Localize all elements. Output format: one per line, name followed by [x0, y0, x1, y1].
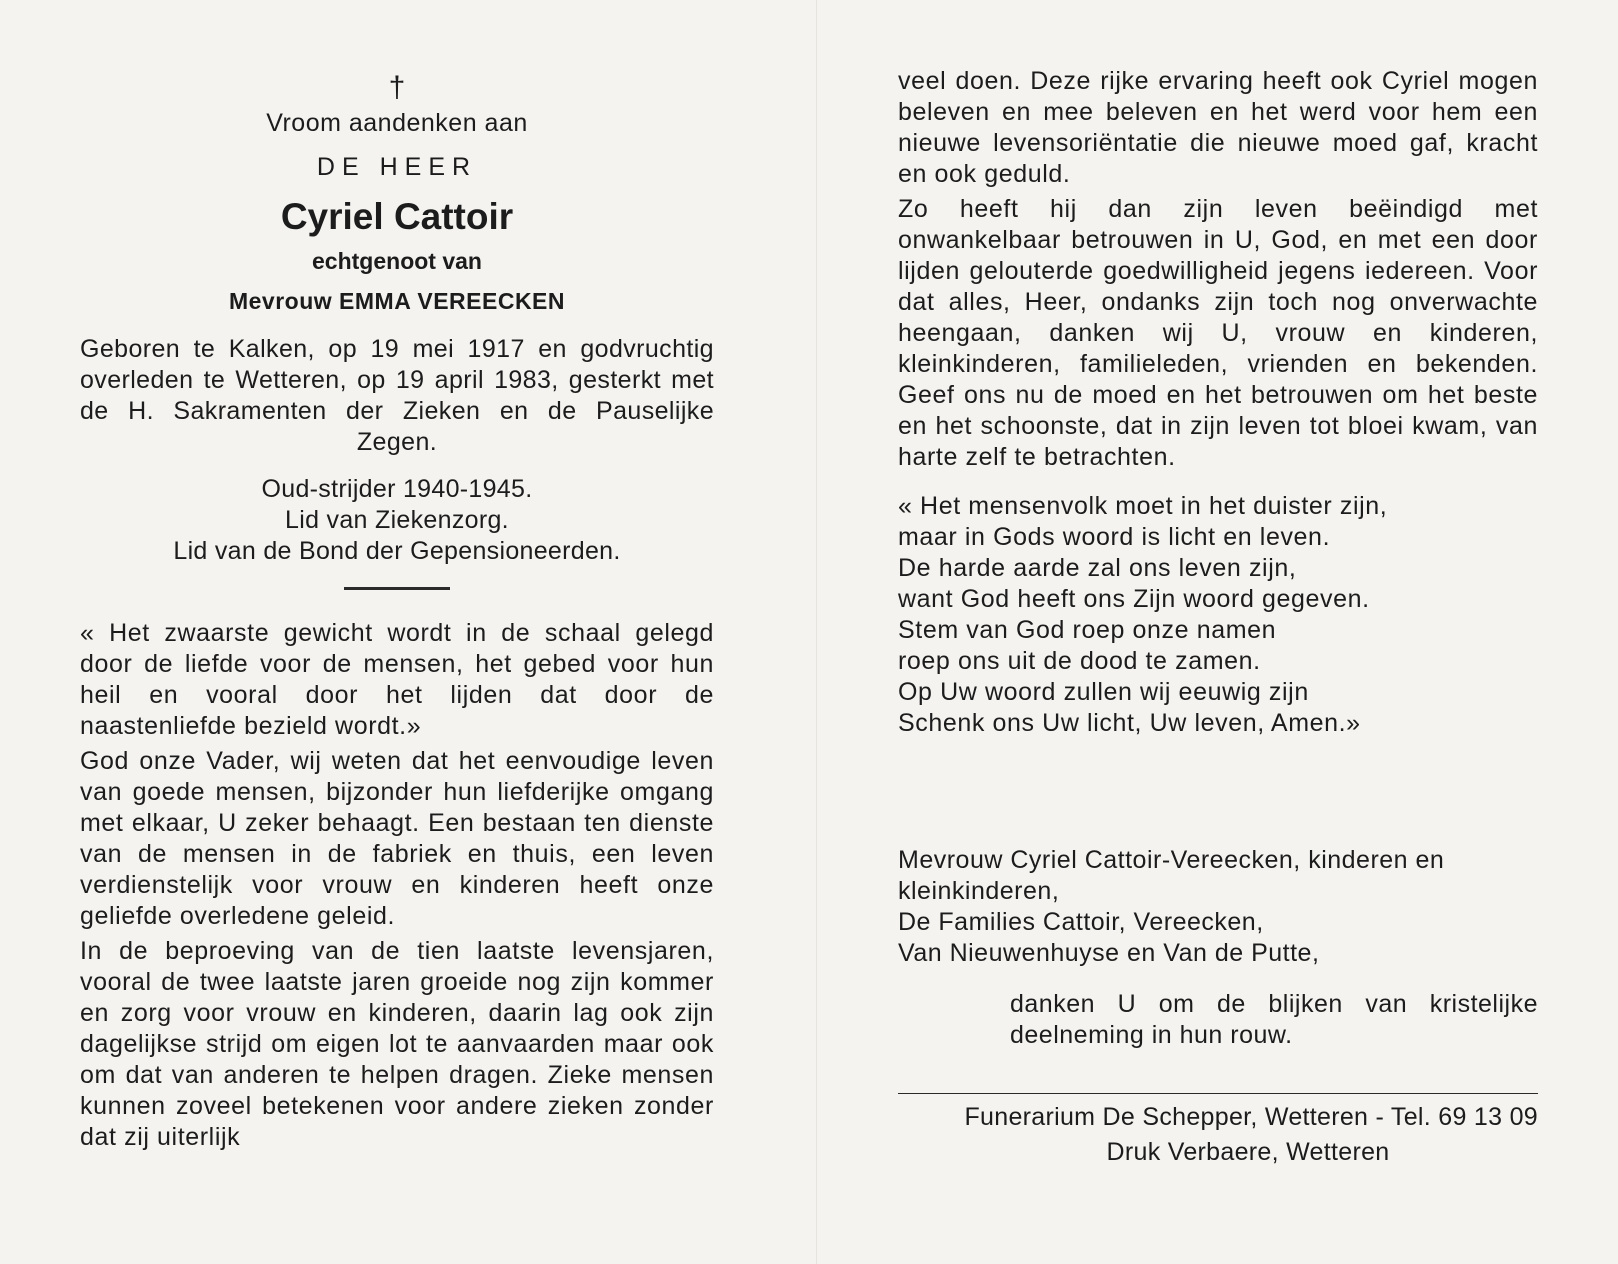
birth-death-text: Geboren te Kalken, op 19 mei 1917 en godvruchtig overleden te Wetteren, op 19 april 1983, gesterkt met de H. Sakramenten der Zieken en de Pauselijke Zegen. — [80, 335, 714, 456]
prayer-paragraph-2: In de beproeving van de tien laatste levensjaren, vooral de twee laatste jaren groeide nog zijn kommer en zorg voor vrouw en kinderen, daarin lag ook zijn dagelijkse strijd om eigen lot te aanvaarden maar ook om dat van anderen te helpen dragen. Zieke mensen kunnen zoveel betekenen voor andere zieken zonder dat zij uiterlijk — [80, 937, 714, 1151]
divider — [344, 587, 450, 590]
right-panel — [898, 66, 1538, 1168]
cross-symbol: † — [388, 71, 406, 104]
poem — [898, 491, 1538, 739]
prayer-paragraph-1: God onze Vader, wij weten dat het eenvoudige leven van goede mensen, bijzonder hun liefderijke omgang met elkaar, U zeker behaagt. Een bestaan ten dienste van de mensen in de fabriek en thuis, een leven verdienstelijk voor vrouw en kinderen heeft onze geliefde overledene geleid. — [80, 747, 714, 930]
quote-paragraph: « Het zwaarste gewicht wordt in de schaal gelegd door de liefde voor de mensen, het gebed voor hun heil en vooral door het lijden dat door de naastenliefde bezield wordt.» — [80, 619, 714, 740]
left-panel — [80, 66, 714, 1157]
family-line-2: De Families Cattoir, Vereecken, — [898, 908, 1264, 936]
family-acknowledgement — [898, 845, 1538, 1051]
prayer-paragraph-3: veel doen. Deze rijke ervaring heeft ook Cyriel mogen beleven en mee beleven en het werd voor hem een nieuwe levensoriëntatie die nieuwe moed gaf, kracht en ook geduld. — [898, 67, 1538, 188]
spouse-label: echtgenoot van — [312, 248, 482, 274]
thanks-text: danken U om de blijken van kristelijke deelneming in hun rouw. — [1010, 990, 1538, 1049]
poem-line: « Het mensenvolk moet in het duister zijn, — [898, 492, 1388, 520]
funeral-home: Funerarium De Schepper, Wetteren - Tel. 69 13 09 — [964, 1103, 1538, 1131]
poem-line: want God heeft ons Zijn woord gegeven. — [898, 585, 1370, 613]
fold-line — [816, 0, 817, 1264]
poem-line: De harde aarde zal ons leven zijn, — [898, 554, 1297, 582]
poem-line: Stem van God roep onze namen — [898, 616, 1277, 644]
family-line-1: Mevrouw Cyriel Cattoir-Vereecken, kinderen en kleinkinderen, — [898, 846, 1445, 905]
poem-line: maar in Gods woord is licht en leven. — [898, 523, 1331, 551]
membership-item: Lid van de Bond der Gepensioneerden. — [173, 537, 621, 565]
membership-item: Lid van Ziekenzorg. — [285, 506, 509, 534]
poem-line: roep ons uit de dood te zamen. — [898, 647, 1261, 675]
spouse-name: Mevrouw EMMA VEREECKEN — [228, 288, 566, 314]
poem-line: Schenk ons Uw licht, Uw leven, Amen.» — [898, 709, 1361, 737]
title-text: DE HEER — [316, 153, 478, 181]
memberships — [80, 474, 714, 567]
deceased-name: Cyriel Cattoir — [280, 196, 514, 237]
prayer-paragraph-4: Zo heeft hij dan zijn leven beëindigd met onwankelbaar betrouwen in U, God, en met een door lijden gelouterde goedwilligheid jegens iedereen. Voor dat alles, Heer, ondanks zijn toch nog onverwachte heengaan, danken wij U, vrouw en kinderen, kleinkinderen, familieleden, vrienden en bekenden. Geef ons nu de moed en het betrouwen om het beste en het schoonste, dat in zijn leven tot bloei kwam, van harte zelf te betrachten. — [898, 195, 1538, 471]
membership-item: Oud-strijder 1940-1945. — [261, 475, 533, 503]
family-line-3: Van Nieuwenhuyse en Van de Putte, — [898, 939, 1320, 967]
poem-line: Op Uw woord zullen wij eeuwig zijn — [898, 678, 1309, 706]
printer-credit: Druk Verbaere, Wetteren — [1106, 1138, 1390, 1166]
intro-text: Vroom aandenken aan — [266, 109, 528, 137]
footer-divider — [898, 1093, 1538, 1094]
